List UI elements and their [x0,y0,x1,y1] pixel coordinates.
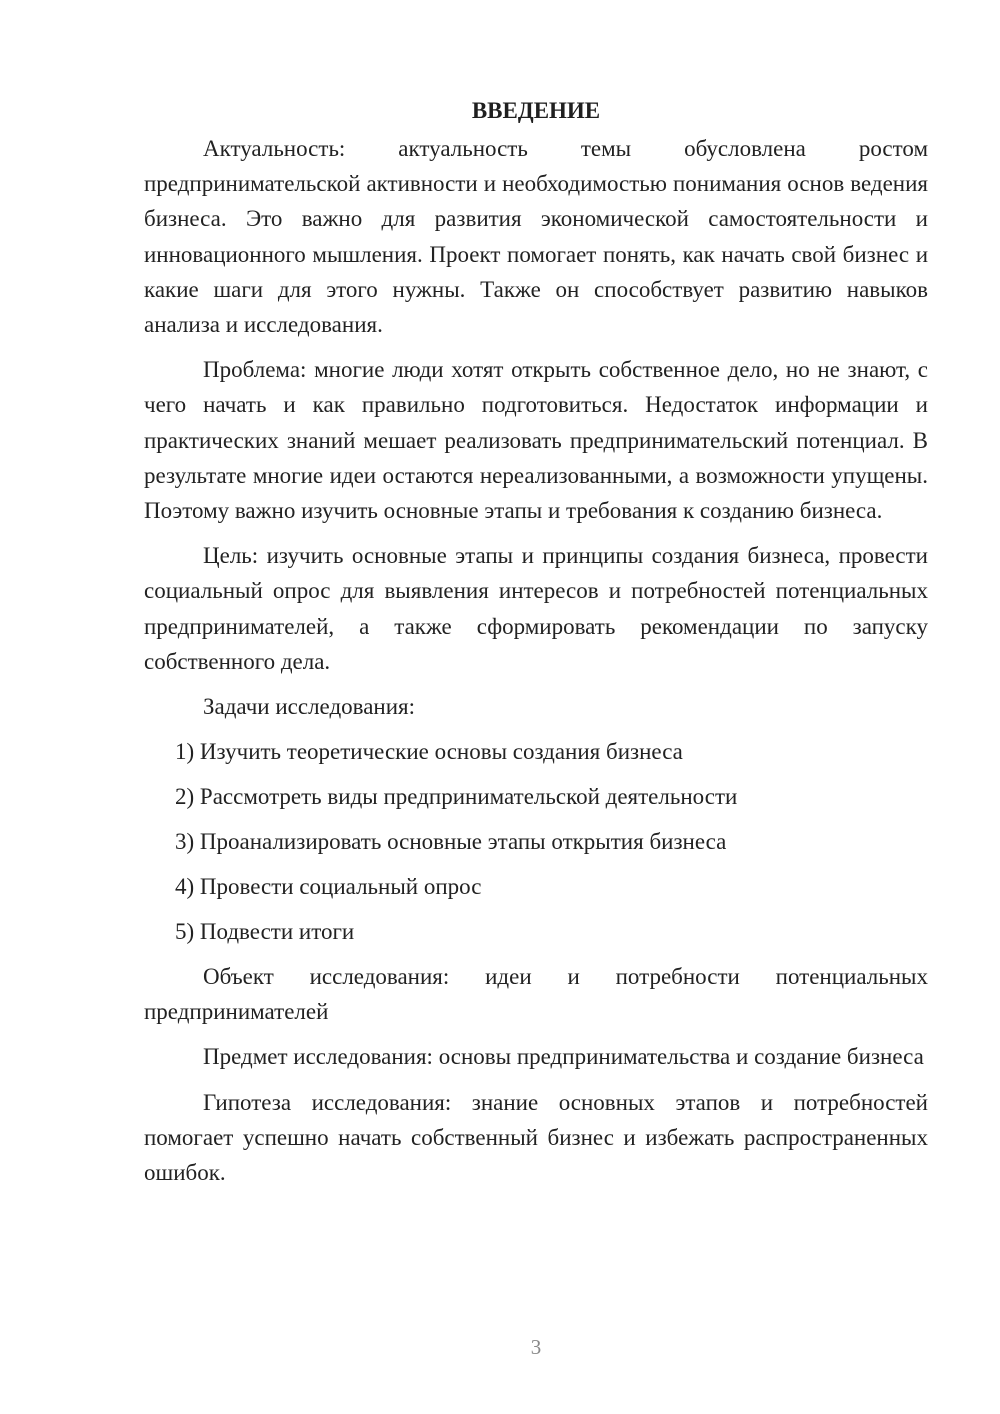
paragraph-problem: Проблема: многие люди хотят открыть собственное дело, но не знают, с чего начать и как правильно подготовиться. Недостаток информации и практических знаний мешает реализовать предпринимательский потенциал. В результате многие идеи остаются нереализованными, а возможности упущены. Поэтому важно изучить основные этапы и требования к созданию бизнеса. [144,357,928,524]
task-item-2: 2) Рассмотреть виды предпринимательской деятельности [175,784,738,810]
page-number: 3 [530,1335,542,1359]
paragraph-hypothesis: Гипотеза исследования: знание основных этапов и потребностей помогает успешно начать собственный бизнес и избежать распространенных ошибок. [144,1089,928,1186]
task-item-3: 3) Проанализировать основные этапы открытия бизнеса [175,829,727,855]
paragraph-relevance: Актуальность: актуальность темы обусловлена ростом предпринимательской активности и необходимостью понимания основ ведения бизнеса. Это важно для развития экономической самостоятельности и инновационного мышления. Проект помогает понять, как начать свой бизнес и какие шаги для этого нужны. Также он способствует развитию навыков анализа и исследования. [144,136,928,338]
page-title: ВВЕДЕНИЕ [471,98,601,123]
task-item-5: 5) Подвести итоги [175,919,355,945]
page-body [144,93,928,1200]
paragraph-subject: Предмет исследования: основы предпринимательства и создание бизнеса [203,1044,924,1070]
task-item-1: 1) Изучить теоретические основы создания бизнеса [175,739,683,765]
task-list [144,734,928,949]
tasks-heading: Задачи исследования: [203,694,416,720]
paragraph-object: Объект исследования: идеи и потребности потенциальных предпринимателей [144,964,928,1025]
task-item-4: 4) Провести социальный опрос [175,874,482,900]
paragraph-goal: Цель: изучить основные этапы и принципы создания бизнеса, провести социальный опрос для выявления интересов и потребностей потенциальных предпринимателей, а также сформировать рекомендации по запуску собственного дела. [144,543,928,674]
